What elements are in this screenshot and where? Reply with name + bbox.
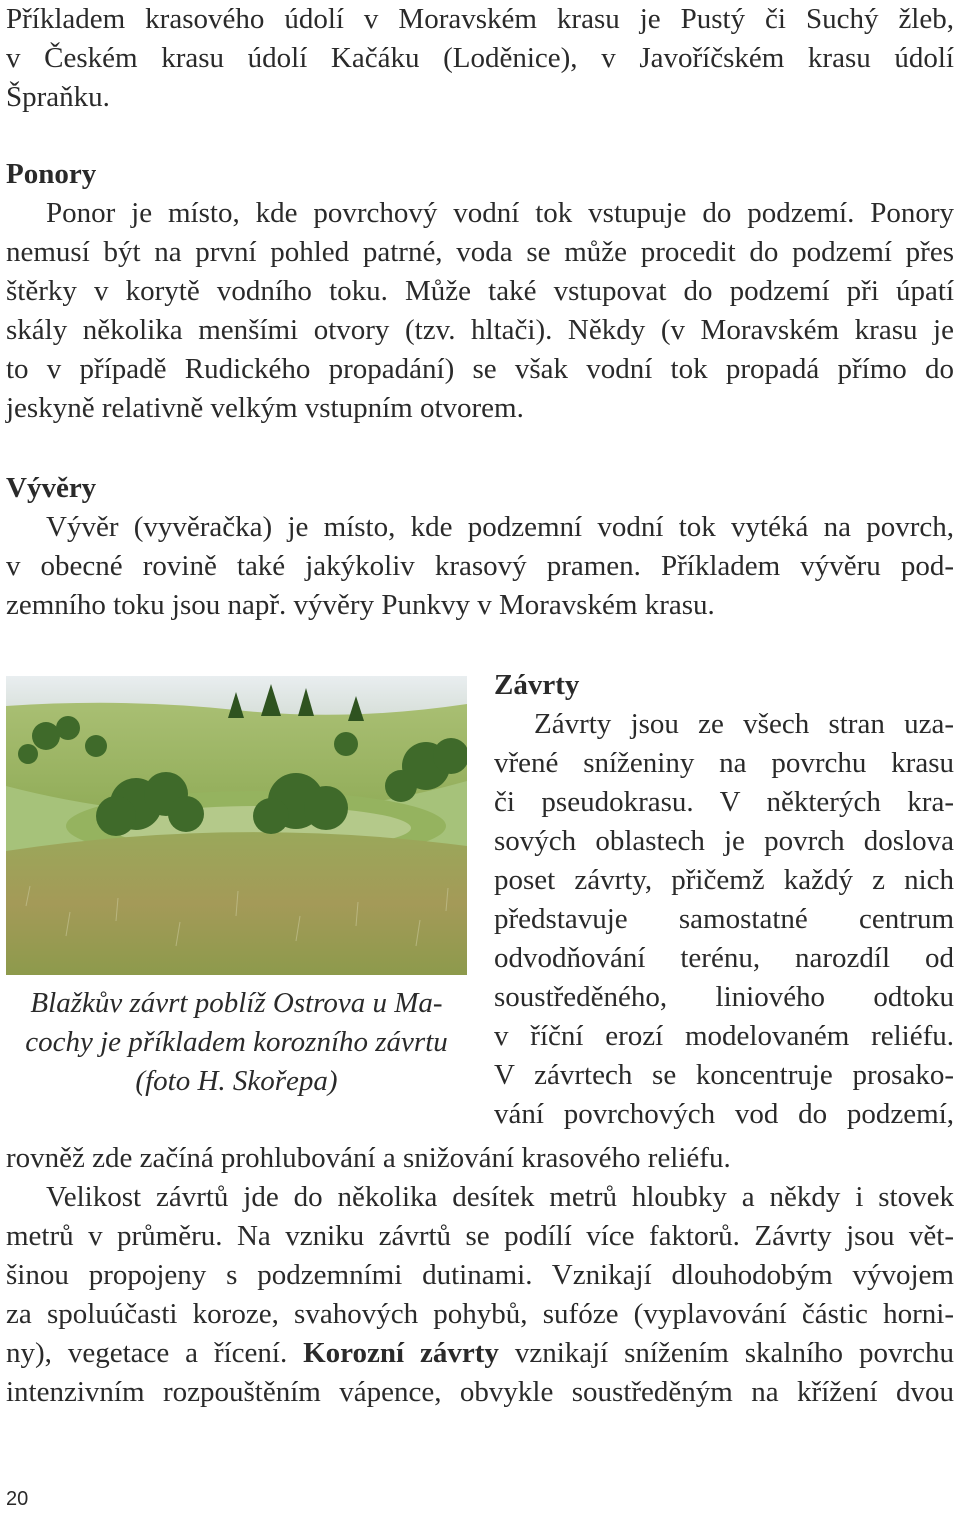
- ponory-section: [6, 155, 954, 428]
- text-fragment: vznikají snížením skalního povrchu: [498, 1337, 954, 1369]
- text-line: Špraňku.: [6, 81, 110, 113]
- text-line: poset závrty, přičemž každý z nich: [494, 864, 954, 896]
- zavrty-side-column: [494, 705, 954, 1134]
- zavrty-full-width-text: [6, 1139, 954, 1412]
- text-line: či pseudokrasu. V některých kra-: [494, 786, 954, 818]
- text-line: vřené sníženiny na povrchu krasu: [494, 747, 954, 779]
- text-line: Vývěr (vyvěračka) je místo, kde podzemní vodní tok vytéká na povrch,: [46, 511, 954, 543]
- text-line: v obecné rovině také jakýkoliv krasový pramen. Příkladem vývěru pod-: [6, 550, 954, 582]
- text-line: Ponor je místo, kde povrchový vodní tok vstupuje do podzemí. Ponory: [46, 197, 954, 229]
- caption-line: (foto H. Skořepa): [135, 1065, 338, 1097]
- text-line: jeskyně relativně velkým vstupním otvorem.: [6, 392, 524, 424]
- vyvery-section: [6, 469, 954, 625]
- section-heading: Závrty: [494, 669, 580, 701]
- text-line: soustředěného, liniového odtoku: [494, 981, 954, 1013]
- text-line: metrů v průměru. Na vzniku závrtů se podílí více faktorů. Závrty jsou vět-: [6, 1220, 954, 1252]
- intro-paragraph: [6, 0, 954, 117]
- meadow-sinkhole-illustration: [6, 676, 467, 975]
- text-line: zemního toku jsou např. vývěry Punkvy v Moravském krasu.: [6, 589, 715, 621]
- text-line: představuje samostatné centrum: [494, 903, 954, 935]
- zavrty-heading-block: [494, 666, 954, 705]
- section-heading: Ponory: [6, 158, 97, 190]
- bold-term: Korozní závrty: [303, 1337, 499, 1369]
- text-line: intenzivním rozpouštěním vápence, obvykle soustředěným na křížení dvou: [6, 1376, 954, 1408]
- caption-line: cochy je příkladem korozního závrtu: [25, 1026, 448, 1058]
- text-fragment: ny), vegetace a řícení.: [6, 1337, 304, 1369]
- text-line: skály několika menšími otvory (tzv. hltači). Někdy (v Moravském krasu je: [6, 314, 954, 346]
- text-line: vání povrchových vod do podzemí,: [494, 1098, 954, 1130]
- caption-line: Blažkův závrt poblíž Ostrova u Ma-: [30, 987, 443, 1019]
- section-heading: Vývěry: [6, 472, 97, 504]
- text-line: v Českém krasu údolí Kačáku (Loděnice), v Javoříčském krasu údolí: [6, 42, 954, 74]
- text-line: za spoluúčasti koroze, svahových pohybů, sufóze (vyplavování částic horni-: [6, 1298, 954, 1330]
- text-line: V závrtech se koncentruje prosako-: [494, 1059, 954, 1091]
- text-line: Závrty jsou ze všech stran uza-: [534, 708, 954, 740]
- text-line: rovněž zde začíná prohlubování a snižování krasového reliéfu.: [6, 1142, 731, 1174]
- text-line: štěrky v korytě vodního toku. Může také vstupovat do podzemí při úpatí: [6, 275, 954, 307]
- text-line: v říční erozí modelovaném reliéfu.: [494, 1020, 954, 1052]
- text-line: Příkladem krasového údolí v Moravském krasu je Pustý či Suchý žleb,: [6, 3, 954, 35]
- page-number: 20: [6, 1488, 29, 1510]
- photo-caption: [6, 984, 467, 1101]
- text-line: to v případě Rudického propadání) se však vodní tok propadá přímo do: [6, 353, 954, 385]
- sinkhole-photo: [6, 676, 467, 975]
- text-line: šinou propojeny s podzemními dutinami. Vznikají dlouhodobým vývojem: [6, 1259, 954, 1291]
- text-line: sových oblastech je povrch doslova: [494, 825, 954, 857]
- text-line: odvodňování terénu, narozdíl od: [494, 942, 954, 974]
- text-line: nemusí být na první pohled patrné, voda se může procedit do podzemí přes: [6, 236, 954, 268]
- text-line: Velikost závrtů jde do několika desítek metrů hloubky a někdy i stovek: [46, 1181, 954, 1213]
- text-line-with-bold-term: [6, 1334, 954, 1373]
